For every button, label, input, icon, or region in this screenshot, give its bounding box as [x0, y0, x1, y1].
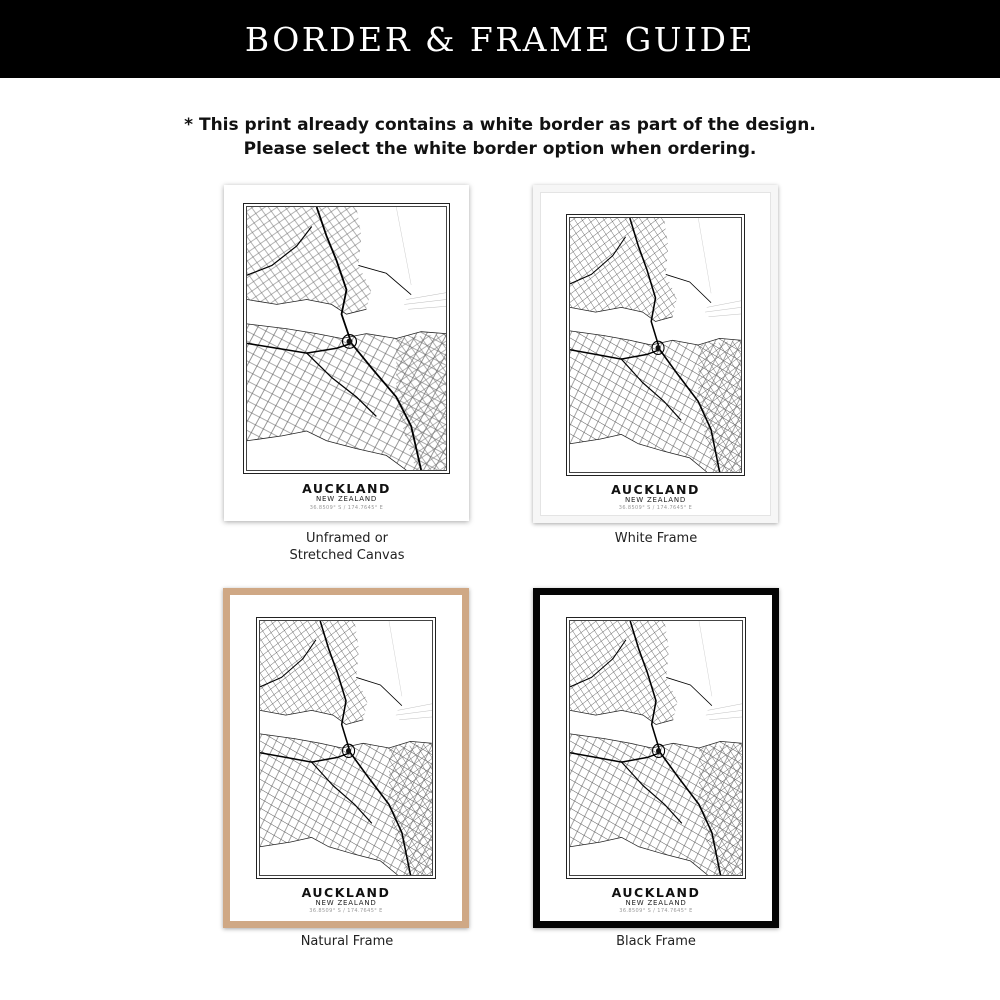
caption-unframed [217, 530, 477, 564]
map-image [570, 621, 742, 875]
country-name: NEW ZEALAND [315, 899, 377, 907]
map-border [566, 617, 746, 879]
map-image [570, 218, 741, 472]
country-name: NEW ZEALAND [315, 495, 378, 503]
coordinates: 36.8509° S / 174.7645° E [309, 908, 383, 914]
coordinates: 36.8509° S / 174.7645° E [619, 908, 693, 914]
border-notice [0, 113, 1000, 161]
unframed-print-preview[interactable] [224, 185, 469, 521]
caption-line-1: Natural Frame [300, 934, 394, 949]
map-image [247, 207, 446, 470]
country-name: NEW ZEALAND [625, 899, 687, 907]
white-frame-preview[interactable] [533, 185, 778, 523]
poster [552, 202, 759, 511]
caption-line-1: Black Frame [616, 934, 696, 949]
header-banner [0, 0, 1000, 78]
map-border [256, 617, 436, 879]
caption-black-frame [526, 933, 786, 950]
city-map [569, 620, 743, 876]
coordinates: 36.8509° S / 174.7645° E [618, 505, 693, 511]
poster [552, 605, 760, 913]
notice-line-1: * This print already contains a white border as part of the design. [184, 115, 816, 135]
banner-title: BORDER & FRAME GUIDE [244, 19, 756, 59]
city-map [259, 620, 433, 876]
map-border [566, 214, 745, 476]
city-name: AUCKLAND [302, 481, 391, 496]
country-name: NEW ZEALAND [624, 496, 687, 504]
caption-natural-frame [217, 933, 477, 950]
city-name: AUCKLAND [611, 885, 701, 900]
notice-line-2: Please select the white border option when ordering. [243, 139, 757, 159]
caption-white-frame [526, 530, 786, 547]
map-image [260, 621, 432, 875]
coordinates: 36.8509° S / 174.7645° E [309, 505, 384, 511]
caption-line-2: Stretched Canvas [289, 548, 405, 563]
city-name: AUCKLAND [301, 885, 391, 900]
city-map [246, 206, 447, 471]
natural-frame-preview[interactable] [223, 588, 469, 928]
city-map [569, 217, 742, 473]
caption-line-1: Unframed or [306, 531, 388, 546]
caption-line-1: White Frame [614, 531, 698, 546]
poster [224, 185, 469, 521]
black-frame-preview[interactable] [533, 588, 779, 928]
city-name: AUCKLAND [611, 482, 700, 497]
poster [242, 605, 450, 913]
map-border [243, 203, 450, 474]
